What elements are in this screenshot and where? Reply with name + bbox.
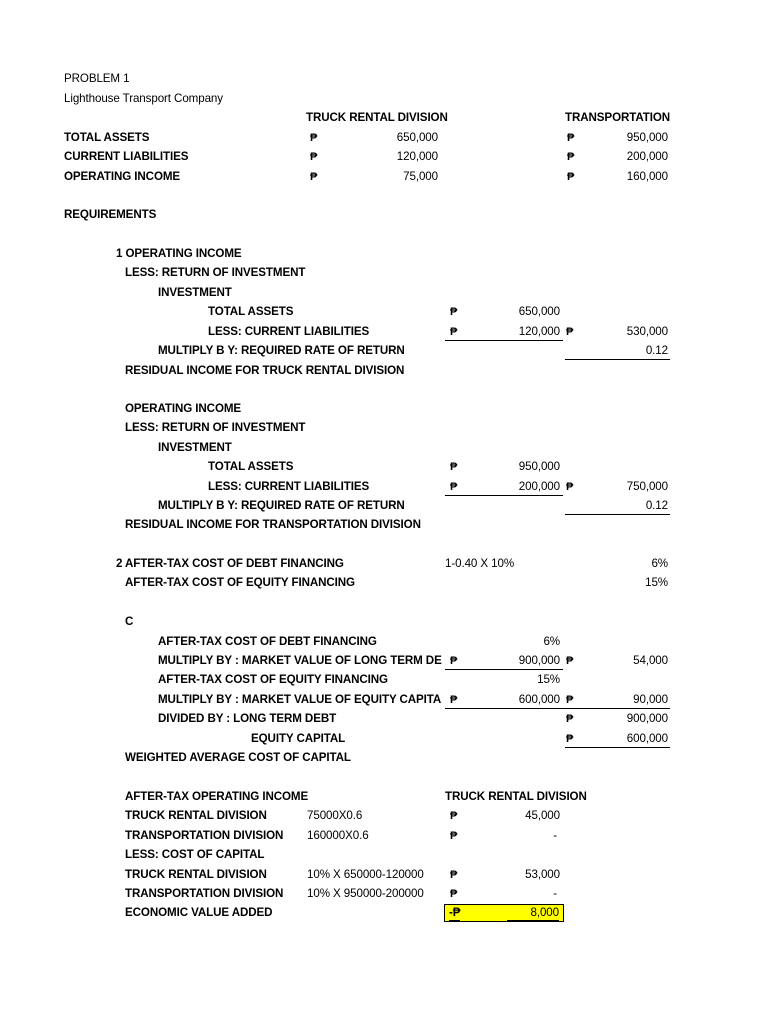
wacc-section-letter: C bbox=[125, 615, 134, 628]
eva-transport-cost-formula: 10% X 950000-200000 bbox=[307, 887, 424, 900]
wacc-divided-label: DIVIDED BY : LONG TERM DEBT bbox=[158, 712, 337, 725]
summary-label: CURRENT LIABILITIES bbox=[64, 150, 189, 163]
peso-sign: ₱ bbox=[310, 151, 318, 163]
peso-sign: ₱ bbox=[566, 326, 574, 338]
peso-sign: ₱ bbox=[450, 481, 458, 493]
wacc-equity-value: 15% bbox=[537, 673, 560, 686]
ri-transport-total-assets: TOTAL ASSETS bbox=[208, 460, 294, 473]
ri-truck-less: LESS: RETURN OF INVESTMENT bbox=[125, 266, 306, 279]
wacc-divided-value: 900,000 bbox=[626, 712, 668, 725]
header-truck-rental: TRUCK RENTAL DIVISION bbox=[306, 111, 448, 124]
ri-transport-result: RESIDUAL INCOME FOR TRANSPORTATION DIVISION bbox=[125, 518, 421, 531]
peso-sign: ₱ bbox=[450, 869, 458, 881]
peso-sign: ₱ bbox=[566, 481, 574, 493]
summary-label: OPERATING INCOME bbox=[64, 170, 181, 183]
wacc-equity-capital-label: EQUITY CAPITAL bbox=[251, 732, 346, 745]
problem-title: PROBLEM 1 bbox=[64, 72, 130, 85]
peso-sign: ₱ bbox=[566, 733, 574, 745]
wacc-debt-label: AFTER-TAX COST OF DEBT FINANCING bbox=[158, 635, 377, 648]
eva-header: TRUCK RENTAL DIVISION bbox=[445, 790, 587, 803]
summary-transport-value: 160,000 bbox=[626, 170, 668, 183]
eva-result-sign: -₱ bbox=[449, 906, 461, 919]
peso-sign: ₱ bbox=[450, 326, 458, 338]
peso-sign: ₱ bbox=[566, 713, 574, 725]
ri-transport-less: LESS: RETURN OF INVESTMENT bbox=[125, 421, 306, 434]
peso-sign: ₱ bbox=[450, 461, 458, 473]
peso-sign: ₱ bbox=[450, 655, 458, 667]
eva-transport-cost-value: - bbox=[553, 887, 557, 900]
wacc-mult-debt-value: 900,000 bbox=[518, 654, 560, 667]
wacc-debt-value: 6% bbox=[543, 635, 560, 648]
peso-sign: ₱ bbox=[450, 888, 458, 900]
ri-transport-less-cl: LESS: CURRENT LIABILITIES bbox=[208, 480, 370, 493]
wacc-equity-capital-value: 600,000 bbox=[626, 732, 668, 745]
ri-truck-result: RESIDUAL INCOME FOR TRUCK RENTAL DIVISION bbox=[125, 364, 405, 377]
ri-truck-total-assets-value: 650,000 bbox=[518, 305, 560, 318]
wacc-mult-debt-result: 54,000 bbox=[633, 654, 668, 667]
eva-result-value: 8,000 bbox=[507, 906, 559, 921]
ri-transport-title: OPERATING INCOME bbox=[125, 402, 242, 415]
summary-truck-value: 75,000 bbox=[403, 170, 438, 183]
requirements-heading: REQUIREMENTS bbox=[64, 208, 157, 221]
ri-transport-net-investment: 750,000 bbox=[626, 480, 668, 493]
peso-sign: ₱ bbox=[450, 694, 458, 706]
eva-title: AFTER-TAX OPERATING INCOME bbox=[125, 790, 309, 803]
ri-truck-less-cl-value: 120,000 bbox=[518, 325, 560, 338]
eva-truck-label: TRUCK RENTAL DIVISION bbox=[125, 809, 267, 822]
eva-truck-cost-label: TRUCK RENTAL DIVISION bbox=[125, 868, 267, 881]
cost-debt-formula: 1-0.40 X 10% bbox=[445, 557, 515, 570]
company-name: Lighthouse Transport Company bbox=[64, 92, 223, 105]
ri-transport-less-cl-value: 200,000 bbox=[518, 480, 560, 493]
ri-truck-title: 1 OPERATING INCOME bbox=[116, 247, 242, 260]
ri-truck-multiply: MULTIPLY B Y: REQUIRED RATE OF RETURN bbox=[158, 344, 405, 357]
ri-transport-rate: 0.12 bbox=[645, 499, 668, 512]
wacc-mult-equity-value: 600,000 bbox=[518, 693, 560, 706]
eva-transport-cost-label: TRANSPORTATION DIVISION bbox=[125, 887, 284, 900]
peso-sign: ₱ bbox=[567, 171, 575, 183]
ri-truck-net-investment: 530,000 bbox=[626, 325, 668, 338]
cost-equity-label: AFTER-TAX COST OF EQUITY FINANCING bbox=[125, 576, 355, 589]
wacc-result: WEIGHTED AVERAGE COST OF CAPITAL bbox=[125, 751, 351, 764]
summary-transport-value: 200,000 bbox=[626, 150, 668, 163]
wacc-mult-debt-label: MULTIPLY BY : MARKET VALUE OF LONG TERM DE bbox=[158, 654, 442, 667]
summary-transport-value: 950,000 bbox=[626, 131, 668, 144]
wacc-mult-equity-result: 90,000 bbox=[633, 693, 668, 706]
peso-sign: ₱ bbox=[450, 810, 458, 822]
cost-debt-value: 6% bbox=[651, 557, 668, 570]
peso-sign: ₱ bbox=[567, 151, 575, 163]
eva-result-label: ECONOMIC VALUE ADDED bbox=[125, 906, 273, 919]
eva-truck-cost-value: 53,000 bbox=[525, 868, 560, 881]
peso-sign: ₱ bbox=[567, 132, 575, 144]
peso-sign: ₱ bbox=[566, 694, 574, 706]
ri-transport-investment: INVESTMENT bbox=[158, 441, 232, 454]
eva-result-highlight bbox=[444, 904, 564, 922]
eva-truck-formula: 75000X0.6 bbox=[307, 809, 363, 822]
eva-transport-value: - bbox=[553, 829, 557, 842]
eva-less-label: LESS: COST OF CAPITAL bbox=[125, 848, 265, 861]
header-transportation: TRANSPORTATION bbox=[565, 111, 671, 124]
peso-sign: ₱ bbox=[450, 830, 458, 842]
wacc-equity-label: AFTER-TAX COST OF EQUITY FINANCING bbox=[158, 673, 388, 686]
ri-transport-total-assets-value: 950,000 bbox=[518, 460, 560, 473]
peso-sign: ₱ bbox=[450, 306, 458, 318]
ri-truck-total-assets: TOTAL ASSETS bbox=[208, 305, 294, 318]
wacc-mult-equity-label: MULTIPLY BY : MARKET VALUE OF EQUITY CAPITA bbox=[158, 693, 442, 706]
eva-transport-label: TRANSPORTATION DIVISION bbox=[125, 829, 284, 842]
peso-sign: ₱ bbox=[310, 132, 318, 144]
cost-equity-value: 15% bbox=[645, 576, 668, 589]
eva-truck-cost-formula: 10% X 650000-120000 bbox=[307, 868, 424, 881]
ri-transport-multiply: MULTIPLY B Y: REQUIRED RATE OF RETURN bbox=[158, 499, 405, 512]
eva-transport-formula: 160000X0.6 bbox=[307, 829, 369, 842]
summary-label: TOTAL ASSETS bbox=[64, 131, 150, 144]
cost-debt-label: 2 AFTER-TAX COST OF DEBT FINANCING bbox=[116, 557, 344, 570]
summary-truck-value: 650,000 bbox=[396, 131, 438, 144]
summary-truck-value: 120,000 bbox=[396, 150, 438, 163]
ri-truck-investment: INVESTMENT bbox=[158, 286, 232, 299]
peso-sign: ₱ bbox=[566, 655, 574, 667]
peso-sign: ₱ bbox=[310, 171, 318, 183]
eva-truck-value: 45,000 bbox=[525, 809, 560, 822]
ri-truck-less-cl: LESS: CURRENT LIABILITIES bbox=[208, 325, 370, 338]
ri-truck-rate: 0.12 bbox=[645, 344, 668, 357]
